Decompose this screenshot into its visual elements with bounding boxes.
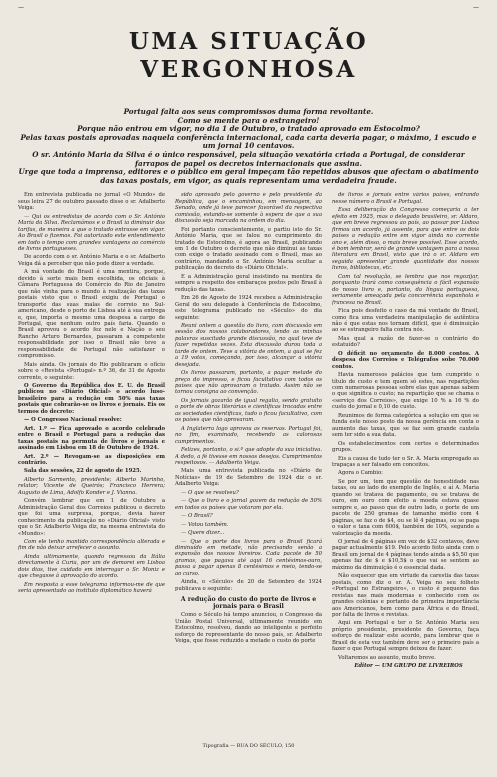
paragraph: Em 26 de Agosto de 1924 recebeu a Administração Geral do seu delegado à Conferência de Estocolmo, este telegrama publicado no «Século» do dia seguinte: xyxy=(175,295,322,321)
paragraph: Em resposta a esse telegrama informou-me de que seria apresentado ao instituto diplomático haverá xyxy=(18,581,165,595)
paragraph: Voltaremos ao assunto, muito breve. xyxy=(338,654,436,661)
paragraph: sido aprovado pelo governo e pelo presidente da República, que o encaminhou, em mensagem, ao Senado, onde já teve parecer favorável da respectiva comissão, estando-se somente à espera de que a sua discussão seja marcada na ordem do dia. xyxy=(175,192,322,225)
paragraph: Mais uma entrevista publicada no «Diário de Notícias» de 19 de Setembro de 1924 diz o sr. Adalberto Veiga: xyxy=(175,468,322,488)
article-subheading: A redução do custo do porte de livros e jornais para o Brasil xyxy=(180,596,317,611)
headline: UMA SITUAÇÃO VERGONHOSA xyxy=(128,28,369,83)
paragraph: Em entrevista publicada no jornal «O Mundo» de seus leira 27 de outubro passado disse o sr. Adalberto Veiga: xyxy=(18,192,165,212)
intro-line: O sr. António Maria da Silva é o único responsável, pela situação vexatória criada a Portugal, de considerar farrapos de papel os decretos internacionais que assina. xyxy=(32,149,465,168)
paragraph: Como o Século há tempo anunciou, o Congresso da União Postal Universal, ultimamente reunido em Estocolmo, resolveu, dando ao inteligente e perfeito esforço de representante do nosso país, sr. Adalberto Veiga, que fosse reduzido a metade o custo do porte xyxy=(175,612,322,644)
paragraph: Os estabelecimentos com certos e determinados grupos. xyxy=(332,440,479,454)
intro-line: Porque não entrou em vigor, no dia 1 de Outubro, o tratado aprovado em Estocolmo? xyxy=(77,124,420,134)
paragraph: Se por um, tem que questão de honestidade nas taxas, ou ao lado do exemplo de Inglês, e aí A. Maria quando se tratava de pagamento, ou se tratava de ouro, em ouro com efeito a moeda estava quase sempre e, ao passo que de outro lado, o porte de um pacote de 250 gramas de tamanho médio com 4 páginas, se faz o de $4, ou se lê 4 páginas, ou se paga o valor e taxa com 600$, também de 10%, segundo a valorização da moeda. xyxy=(332,478,479,537)
paragraph: Agora o Cambio: xyxy=(338,470,383,477)
paragraph: Convém lembrar que em 1 de Outubro a Administração Geral dos Correios publicou o decreto que foi uma surpresa, porque, devia haver conhecimento da publicação no «Diário Oficial» visto que o Sr. Adalberto Veiga diz, na mesma entrevista do «Mundo»: xyxy=(18,498,165,537)
intro-line: Urge que toda a imprensa, editores e o público em geral impeçam tão repetidos abusos que afectam o abatimento das taxas postais, em vigor, as quais representam uma verdadeira fraude. xyxy=(18,167,479,185)
paragraph: Aqui em Portugal e ter o Sr. António Maria seu próprio presidente, presidente do Governo, faça esforço de realizar este acordo, para lembrar que o Brasil de esta vez também deve ser o primeiro país a fazer o que Portugal sempre deixou de fazer. xyxy=(332,620,479,653)
intro-line: Portugal falta aos seus compromissos duma forma revoltante. xyxy=(123,107,374,116)
paragraph: — Que o livro e o jornal gozem da redução de 50% em todos os países que votaram por ela. xyxy=(175,498,322,511)
paragraph: O Governo da República dos E. U. do Brasil publicou no «Diário Oficial» o acordo luso-brasileiro para a redução em 50% nas taxas postais que cobrarão-se os livros e jornais. Eis os termos do decreto: xyxy=(18,383,165,415)
paragraph: — O Brasil? xyxy=(181,513,213,520)
paragraph: Os jornais gozarão de igual regalia, sendo gratuito o porte de obras literárias e científicas trocadas entre as sociedades científicas, tudo o ficou facultativo, com os países que não aprovaram. xyxy=(175,397,322,424)
column-3 xyxy=(332,192,479,777)
paragraph: Reuni ontem a questão do livro, com discussão em sessão dos nossos colaboradores, tendo as minhas palavras suscitado grande discussão, no qual teve de fazer repetidas vezes. Esta discussão durou toda a tarde de ontem. Teve a vitória de ontem, a qual se fez a 19 votos, começando, por isso, alcançar a vitória desejada. xyxy=(175,322,322,368)
paragraph: Reunimos de forma categórica a solução em que se funda este nosso posto da nossa gerência em conta o aumento das taxas, que se faz sem grande cautela sem ter sido a sua data. xyxy=(332,412,479,439)
paragraph: Mas qual a razão de fazer-se o contrário do estatuído? xyxy=(332,335,479,349)
intro-block xyxy=(18,108,479,185)
paragraph: Foi portanto conscientemente, e partiu isto do Sr. António Maria, que se falou no cumprimento do tratado de Estocolmo, é agora ao Brasil, publicando em 1 de Outubro o decreto que não diminui as taxas com exige o tratado assinado com o Brasil, mas ao contrário, mandando o Sr. António Maria ocultar a publicação do decreto do «Diário Oficial». xyxy=(175,226,322,272)
paragraph: Com ele tenho mantido correspondência alterada e fim de não deixar arrefecer o assunto. xyxy=(18,539,165,552)
paragraph: Editor — UM GRUPO DE LIVREIROS xyxy=(354,663,463,670)
top-right-mark: — xyxy=(473,4,479,11)
paragraph: — Votou também. xyxy=(181,521,229,528)
paragraph: — O que se resolveu? xyxy=(181,489,239,496)
paragraph: De acordo com o sr. António Maria e o sr. Adalberto Veiga dá a perceber que não pode dizer a verdade. xyxy=(18,254,165,267)
paragraph: Art. 1.º — Fica aprovado o acordo celebrado entre o Brasil e Portugal para a redução das taxas postais na permuta de livros e jornais e assinado em Lisboa em 18 de Outubro de 1924. xyxy=(18,425,165,452)
intro-line: Pelas taxas postais aprovadas naquela conferência internacional, cada carta deveria pagar, o máximo, 1 escudo e um jornal 10 centavos. xyxy=(20,132,477,151)
paragraph: Mais ainda. Os jornais do Rio publicaram o ofício sobre o «Revista «Portugal» n.º 36, de 31 de Agosto corrente, o seguinte: xyxy=(18,361,165,381)
paragraph: Art. 2.º — Revogam-se as disposições em contrário. xyxy=(18,453,165,467)
intro-line: Como se mente para o estrangeiro! xyxy=(177,115,320,125)
column-2 xyxy=(175,192,322,777)
paragraph: — Que o porte dos livros para o Brasil ficará diminuído em metade, não precisando senão a expansão dos nossos livreiros. Cada pacote de 50 gramas, que pagava até aqui 16 centésimos-ouro, passa a pagar apenas 8 centésimos e meio, tendo-se ao curso. xyxy=(175,538,322,577)
column-1 xyxy=(18,192,165,777)
paragraph: E a Administração geral insistindo na mentira de sempre a respeito dos embaraços postos pelo Brasil à redução das taxas. xyxy=(175,273,322,293)
printer-footer: Tipografia — RUA DO SÉCULO, 150 xyxy=(202,743,295,749)
paragraph: Sala das sessões, 22 de agosto de 1925. xyxy=(24,468,142,475)
paragraph: Ainda, o «Século» de 20 de Setembro de 1924 publicava o seguinte: xyxy=(175,579,322,592)
paragraph: Não esquecer que em virtude da carestia das taxas postais, como diz o sr. A. Veiga no seu folheto «Portugal no Estrangeiro», o custo é pequeno das revistas nas mais modernas e conhecido com os grandes colónias e portanto de primeira importância aos Americanos, bem como para África e do Brasil, por falta de livros e revistas. xyxy=(332,573,479,618)
paragraph: Felizes, portanto, o si.º que adopte da sua iniciativa. A dedo, a fé tivesse em nossos desejos. Cumprimentos respeitosos. — Adalberto Veiga. xyxy=(175,447,322,467)
paragraph: A Inglaterra logo aprovou as reservas. Portugal foi, no fim, examinado, recebendo as calorosas cumprimentos. xyxy=(175,425,322,445)
paragraph: de livros e jornais entre vários países, entrando nesse número o Brasil e Portugal. xyxy=(332,192,479,205)
paragraph: — Qui os entredistas de acordo com o Sr. António Maria da Silva. Reclamámos e o Brasil ia diminuir das tarifas, de maneira a que o tratado entrasse em vigor. Ao Brasil o fizemos. Foi autorizado este entendimento em todo o tempo com grandes vantagens ao comércio de livros portugueses. xyxy=(18,213,165,252)
paragraph: Havia numerosos palácios que tem cumprido o título de custo e tem quem só estes, nas repartições com numerosas pessoas sobre elas que apenas sabem o que significa o custo; na repartição que se chama o «serviço dos Correios», que exige 10 % a 16 % do custo do jornal e 0,10 de custo. xyxy=(332,372,479,411)
paragraph: O jornal de 4 páginas em vez de $32 centavos, deve pagar actualmente $19. Pelo acordo feito ainda com o Brasil um jornal de 4 páginas tendo ainda a $5,50 que apenas faz de $ e $10,5$ o que vai se sentem ao máximo da diminuição é o essencial dada. xyxy=(332,539,479,571)
paragraph: A má vontade do Brasil é uma mentira, porque, devido à sorte mais bem escolhida, os oficiais à Câmara Portuguesa do Comércio do Rio de Janeiro que não vinha para o mundo à realização das taxas postais visto que o Brasil exigiu de Portugal o transporte das suas malas de correio no Sul-americano, desde o porto de Lisboa até à sua entrega e, que, importa o mesmo uma despesa a cargo de Portugal, que nenhum outro país faria. Quando o Brasil aprovou o acordo fez nele e Nação o seu Rancho Arturo Bernardes, passaram a competente responsabilidade por isso o Brasil não teve a responsabilidade de Portugal não satisfazer o compromisso. xyxy=(18,269,165,360)
article-columns xyxy=(18,192,479,777)
paragraph: Eis a causa de tudo ter o Sr. A. Maria empregado as trapaças a ser falsado em conceitos. xyxy=(332,455,479,469)
paragraph: Alberto Sarmento, presidente; Alberto Marinho, relator; Vicente de Queirós; Francisco Herrera; Augusto de Lima, Adolfo Konder e J. Vianna. xyxy=(18,476,165,496)
paragraph: Essa deliberação do Congresso começaria a ter efeito em 1925, mas o delegado brasileiro, sr. Aldaro, que em breve regressou ao país, ao passar por Lisboa firmou um acordo, já assente, para que entre os dois países a redução entre em vigor ainda no corrente ano e, além disso, o mais breve possível. Esse acordo, é bom lembrar, será de grande vantagem para a nossa literatura em Brasil, visto que irá o sr. Aldaro em seguida apresentar grande quantidade dos nossos livros, bibliotecas, etc. xyxy=(332,207,479,272)
paragraph: Fica pois desfeito o caso da má vontade do Brasil, como fica uma verdadeira manipulação de autêntica não é que estas nos tornam difícil, que é diminuição ao se estrangeiro falta contra nós. xyxy=(332,308,479,334)
paragraph: O déficit no orçamento de 8.000 contos. A despesa dos Correios e Telégrafos sobe 70.000 contos. xyxy=(332,350,479,370)
paragraph: — Quere dizer... xyxy=(181,530,225,537)
paragraph: — O Congresso Nacional resolve: xyxy=(24,417,122,424)
paragraph: Com tal resolução, se lembra que nos regozijar, porquanto trará como consequência o fácil expansão do nosso livro e, portanto, da língua portuguesa, seriamente ameaçada pela concorrência espanhola e francesa no Brasil. xyxy=(332,273,479,306)
paragraph: Ainda ultimamente, quando regressou da Itália directamente à Curia, por um de demorei em Lisboa dois dias, tive cuidado em interrogar o Sr. Moniz e que chegasse à aprovação do acordo. xyxy=(18,553,165,580)
top-left-mark: — xyxy=(18,4,24,11)
paragraph: Os livros passaram, portanto, a pagar metade do preço do impresso, e ficou facultativo com todos os países que não aprovaram o tratado. Assim não se tornou consigna ao convenção. xyxy=(175,370,322,396)
